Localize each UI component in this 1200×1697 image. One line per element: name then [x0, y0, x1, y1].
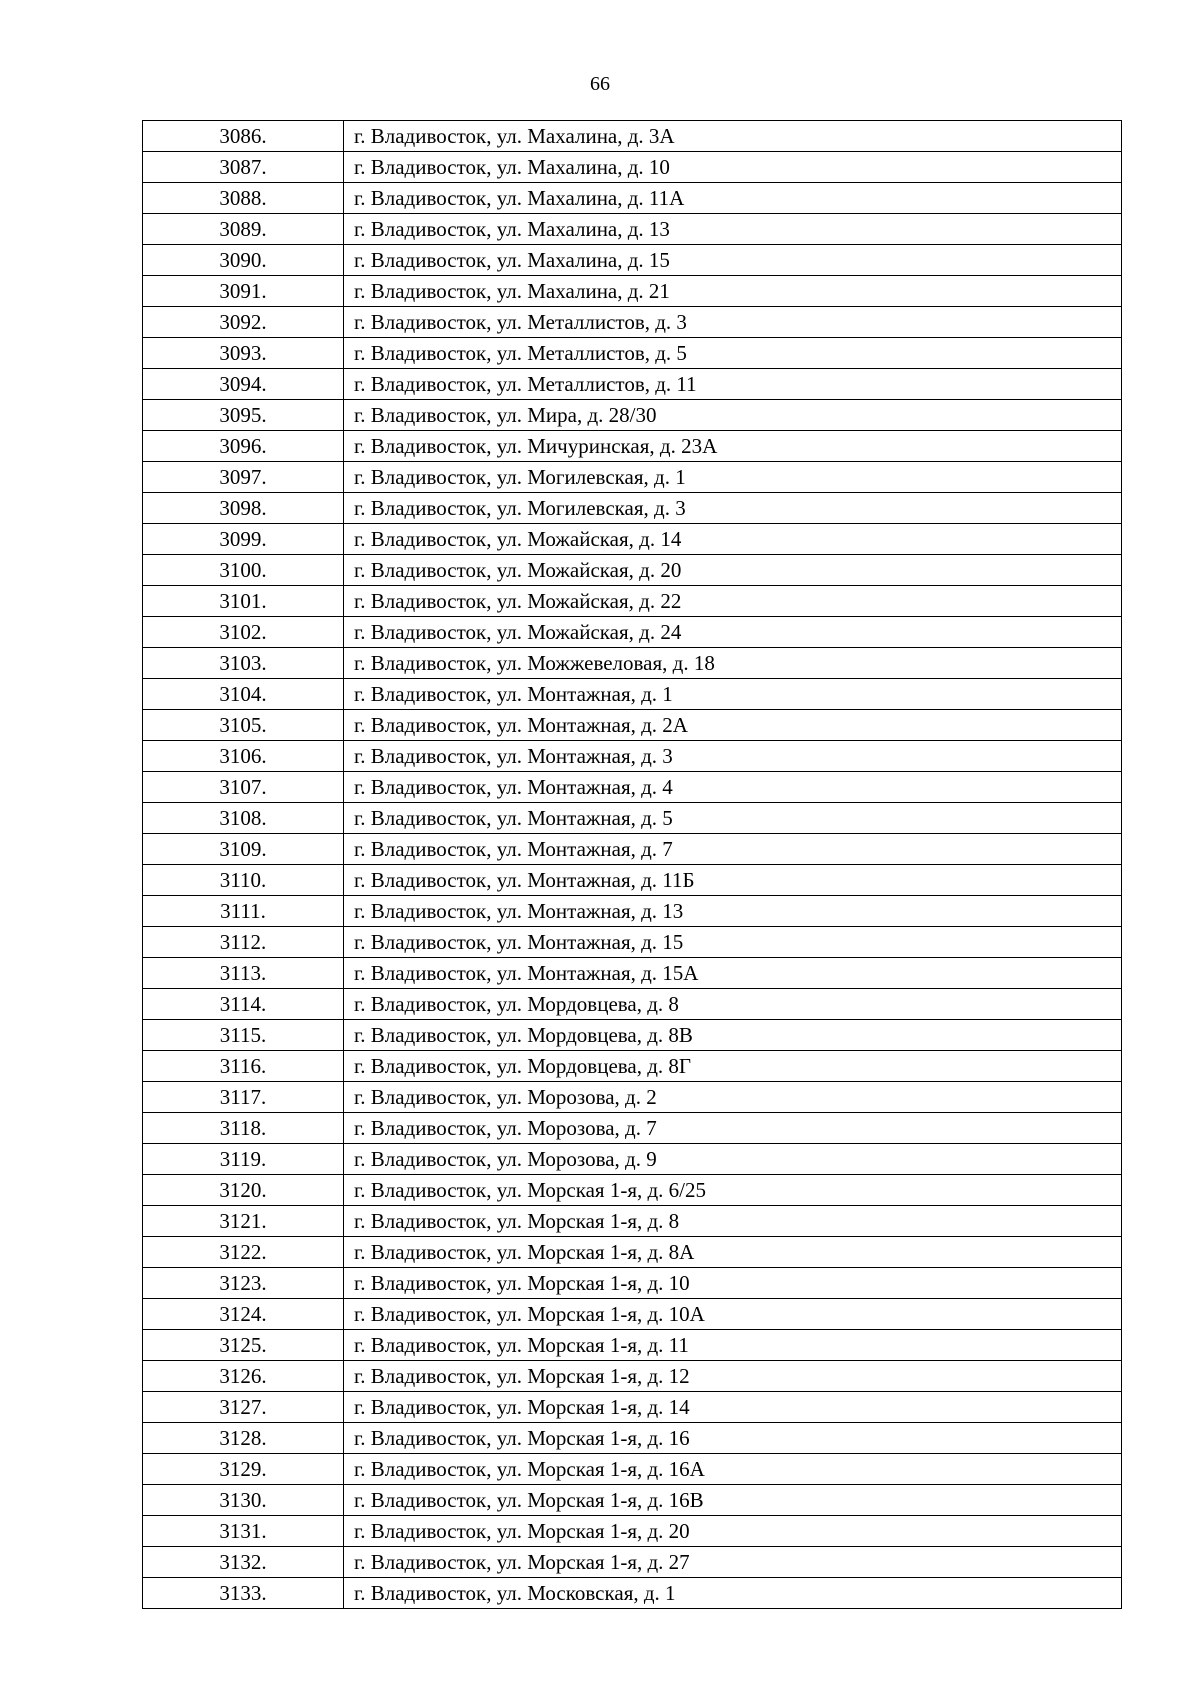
table-row — [143, 276, 1122, 307]
table-row — [143, 1423, 1122, 1454]
table-row — [143, 1082, 1122, 1113]
address-cell: г. Владивосток, ул. Металлистов, д. 11 — [344, 369, 1122, 400]
page-number: 66 — [590, 73, 610, 95]
table-row — [143, 586, 1122, 617]
address-cell: г. Владивосток, ул. Махалина, д. 13 — [344, 214, 1122, 245]
address-cell: г. Владивосток, ул. Махалина, д. 10 — [344, 152, 1122, 183]
table-row — [143, 865, 1122, 896]
row-number-cell: 3118. — [143, 1113, 344, 1144]
row-number-cell: 3100. — [143, 555, 344, 586]
address-cell: г. Владивосток, ул. Морская 1-я, д. 20 — [344, 1516, 1122, 1547]
address-cell: г. Владивосток, ул. Морозова, д. 2 — [344, 1082, 1122, 1113]
row-number-cell: 3095. — [143, 400, 344, 431]
row-number-cell: 3096. — [143, 431, 344, 462]
row-number-cell: 3113. — [143, 958, 344, 989]
row-number-cell: 3111. — [143, 896, 344, 927]
address-cell: г. Владивосток, ул. Металлистов, д. 3 — [344, 307, 1122, 338]
table-row — [143, 1485, 1122, 1516]
row-number-cell: 3090. — [143, 245, 344, 276]
address-cell: г. Владивосток, ул. Морская 1-я, д. 14 — [344, 1392, 1122, 1423]
row-number-cell: 3112. — [143, 927, 344, 958]
table-row — [143, 617, 1122, 648]
table-row — [143, 1454, 1122, 1485]
table-row — [143, 1299, 1122, 1330]
address-cell: г. Владивосток, ул. Можжевеловая, д. 18 — [344, 648, 1122, 679]
address-cell: г. Владивосток, ул. Мира, д. 28/30 — [344, 400, 1122, 431]
row-number-cell: 3094. — [143, 369, 344, 400]
row-number-cell: 3114. — [143, 989, 344, 1020]
address-cell: г. Владивосток, ул. Морская 1-я, д. 16В — [344, 1485, 1122, 1516]
address-cell: г. Владивосток, ул. Монтажная, д. 11Б — [344, 865, 1122, 896]
address-cell: г. Владивосток, ул. Махалина, д. 15 — [344, 245, 1122, 276]
table-row — [143, 1547, 1122, 1578]
table-row — [143, 1578, 1122, 1609]
table-row — [143, 524, 1122, 555]
table-row — [143, 1020, 1122, 1051]
table-row — [143, 927, 1122, 958]
row-number-cell: 3093. — [143, 338, 344, 369]
address-table — [142, 120, 1122, 1609]
address-cell: г. Владивосток, ул. Монтажная, д. 13 — [344, 896, 1122, 927]
row-number-cell: 3117. — [143, 1082, 344, 1113]
address-cell: г. Владивосток, ул. Монтажная, д. 3 — [344, 741, 1122, 772]
table-row — [143, 1268, 1122, 1299]
table-row — [143, 152, 1122, 183]
row-number-cell: 3091. — [143, 276, 344, 307]
row-number-cell: 3129. — [143, 1454, 344, 1485]
table-row — [143, 679, 1122, 710]
row-number-cell: 3131. — [143, 1516, 344, 1547]
row-number-cell: 3098. — [143, 493, 344, 524]
address-cell: г. Владивосток, ул. Морская 1-я, д. 8 — [344, 1206, 1122, 1237]
row-number-cell: 3086. — [143, 121, 344, 152]
table-row — [143, 1330, 1122, 1361]
table-row — [143, 493, 1122, 524]
row-number-cell: 3107. — [143, 772, 344, 803]
address-cell: г. Владивосток, ул. Мордовцева, д. 8Г — [344, 1051, 1122, 1082]
table-row — [143, 121, 1122, 152]
row-number-cell: 3105. — [143, 710, 344, 741]
table-row — [143, 834, 1122, 865]
address-cell: г. Владивосток, ул. Морская 1-я, д. 27 — [344, 1547, 1122, 1578]
row-number-cell: 3101. — [143, 586, 344, 617]
table-row — [143, 1516, 1122, 1547]
address-cell: г. Владивосток, ул. Монтажная, д. 4 — [344, 772, 1122, 803]
table-row — [143, 958, 1122, 989]
table-row — [143, 710, 1122, 741]
row-number-cell: 3126. — [143, 1361, 344, 1392]
table-row — [143, 307, 1122, 338]
table-row — [143, 1361, 1122, 1392]
address-cell: г. Владивосток, ул. Морская 1-я, д. 12 — [344, 1361, 1122, 1392]
row-number-cell: 3089. — [143, 214, 344, 245]
address-cell: г. Владивосток, ул. Морская 1-я, д. 6/25 — [344, 1175, 1122, 1206]
row-number-cell: 3119. — [143, 1144, 344, 1175]
table-row — [143, 369, 1122, 400]
row-number-cell: 3130. — [143, 1485, 344, 1516]
address-cell: г. Владивосток, ул. Морская 1-я, д. 10А — [344, 1299, 1122, 1330]
table-row — [143, 741, 1122, 772]
row-number-cell: 3097. — [143, 462, 344, 493]
row-number-cell: 3125. — [143, 1330, 344, 1361]
row-number-cell: 3104. — [143, 679, 344, 710]
address-table-body — [143, 121, 1122, 1609]
table-row — [143, 1392, 1122, 1423]
address-cell: г. Владивосток, ул. Могилевская, д. 1 — [344, 462, 1122, 493]
table-row — [143, 1051, 1122, 1082]
address-cell: г. Владивосток, ул. Морская 1-я, д. 8А — [344, 1237, 1122, 1268]
table-row — [143, 555, 1122, 586]
table-row — [143, 245, 1122, 276]
row-number-cell: 3122. — [143, 1237, 344, 1268]
table-row — [143, 989, 1122, 1020]
address-cell: г. Владивосток, ул. Морозова, д. 9 — [344, 1144, 1122, 1175]
address-cell: г. Владивосток, ул. Морозова, д. 7 — [344, 1113, 1122, 1144]
address-cell: г. Владивосток, ул. Можайская, д. 14 — [344, 524, 1122, 555]
row-number-cell: 3124. — [143, 1299, 344, 1330]
address-cell: г. Владивосток, ул. Монтажная, д. 1 — [344, 679, 1122, 710]
address-cell: г. Владивосток, ул. Морская 1-я, д. 11 — [344, 1330, 1122, 1361]
table-row — [143, 1175, 1122, 1206]
row-number-cell: 3116. — [143, 1051, 344, 1082]
address-cell: г. Владивосток, ул. Мордовцева, д. 8В — [344, 1020, 1122, 1051]
address-cell: г. Владивосток, ул. Морская 1-я, д. 16А — [344, 1454, 1122, 1485]
address-cell: г. Владивосток, ул. Махалина, д. 11А — [344, 183, 1122, 214]
address-cell: г. Владивосток, ул. Монтажная, д. 15А — [344, 958, 1122, 989]
row-number-cell: 3092. — [143, 307, 344, 338]
row-number-cell: 3108. — [143, 803, 344, 834]
address-cell: г. Владивосток, ул. Мичуринская, д. 23А — [344, 431, 1122, 462]
table-row — [143, 400, 1122, 431]
table-row — [143, 1113, 1122, 1144]
address-cell: г. Владивосток, ул. Монтажная, д. 5 — [344, 803, 1122, 834]
row-number-cell: 3120. — [143, 1175, 344, 1206]
table-row — [143, 338, 1122, 369]
row-number-cell: 3115. — [143, 1020, 344, 1051]
address-cell: г. Владивосток, ул. Монтажная, д. 2А — [344, 710, 1122, 741]
row-number-cell: 3121. — [143, 1206, 344, 1237]
row-number-cell: 3087. — [143, 152, 344, 183]
row-number-cell: 3103. — [143, 648, 344, 679]
address-cell: г. Владивосток, ул. Можайская, д. 20 — [344, 555, 1122, 586]
address-cell: г. Владивосток, ул. Можайская, д. 22 — [344, 586, 1122, 617]
address-cell: г. Владивосток, ул. Монтажная, д. 15 — [344, 927, 1122, 958]
table-row — [143, 648, 1122, 679]
row-number-cell: 3123. — [143, 1268, 344, 1299]
table-row — [143, 803, 1122, 834]
address-cell: г. Владивосток, ул. Махалина, д. 3А — [344, 121, 1122, 152]
table-row — [143, 183, 1122, 214]
address-cell: г. Владивосток, ул. Мордовцева, д. 8 — [344, 989, 1122, 1020]
table-row — [143, 772, 1122, 803]
table-row — [143, 214, 1122, 245]
address-cell: г. Владивосток, ул. Металлистов, д. 5 — [344, 338, 1122, 369]
row-number-cell: 3132. — [143, 1547, 344, 1578]
row-number-cell: 3102. — [143, 617, 344, 648]
row-number-cell: 3127. — [143, 1392, 344, 1423]
table-row — [143, 431, 1122, 462]
row-number-cell: 3109. — [143, 834, 344, 865]
address-cell: г. Владивосток, ул. Морская 1-я, д. 16 — [344, 1423, 1122, 1454]
row-number-cell: 3106. — [143, 741, 344, 772]
address-cell: г. Владивосток, ул. Могилевская, д. 3 — [344, 493, 1122, 524]
row-number-cell: 3110. — [143, 865, 344, 896]
table-row — [143, 1144, 1122, 1175]
table-row — [143, 1237, 1122, 1268]
row-number-cell: 3128. — [143, 1423, 344, 1454]
row-number-cell: 3099. — [143, 524, 344, 555]
address-cell: г. Владивосток, ул. Морская 1-я, д. 10 — [344, 1268, 1122, 1299]
row-number-cell: 3088. — [143, 183, 344, 214]
table-row — [143, 462, 1122, 493]
address-cell: г. Владивосток, ул. Можайская, д. 24 — [344, 617, 1122, 648]
address-cell: г. Владивосток, ул. Московская, д. 1 — [344, 1578, 1122, 1609]
address-cell: г. Владивосток, ул. Махалина, д. 21 — [344, 276, 1122, 307]
table-row — [143, 1206, 1122, 1237]
address-cell: г. Владивосток, ул. Монтажная, д. 7 — [344, 834, 1122, 865]
row-number-cell: 3133. — [143, 1578, 344, 1609]
table-row — [143, 896, 1122, 927]
